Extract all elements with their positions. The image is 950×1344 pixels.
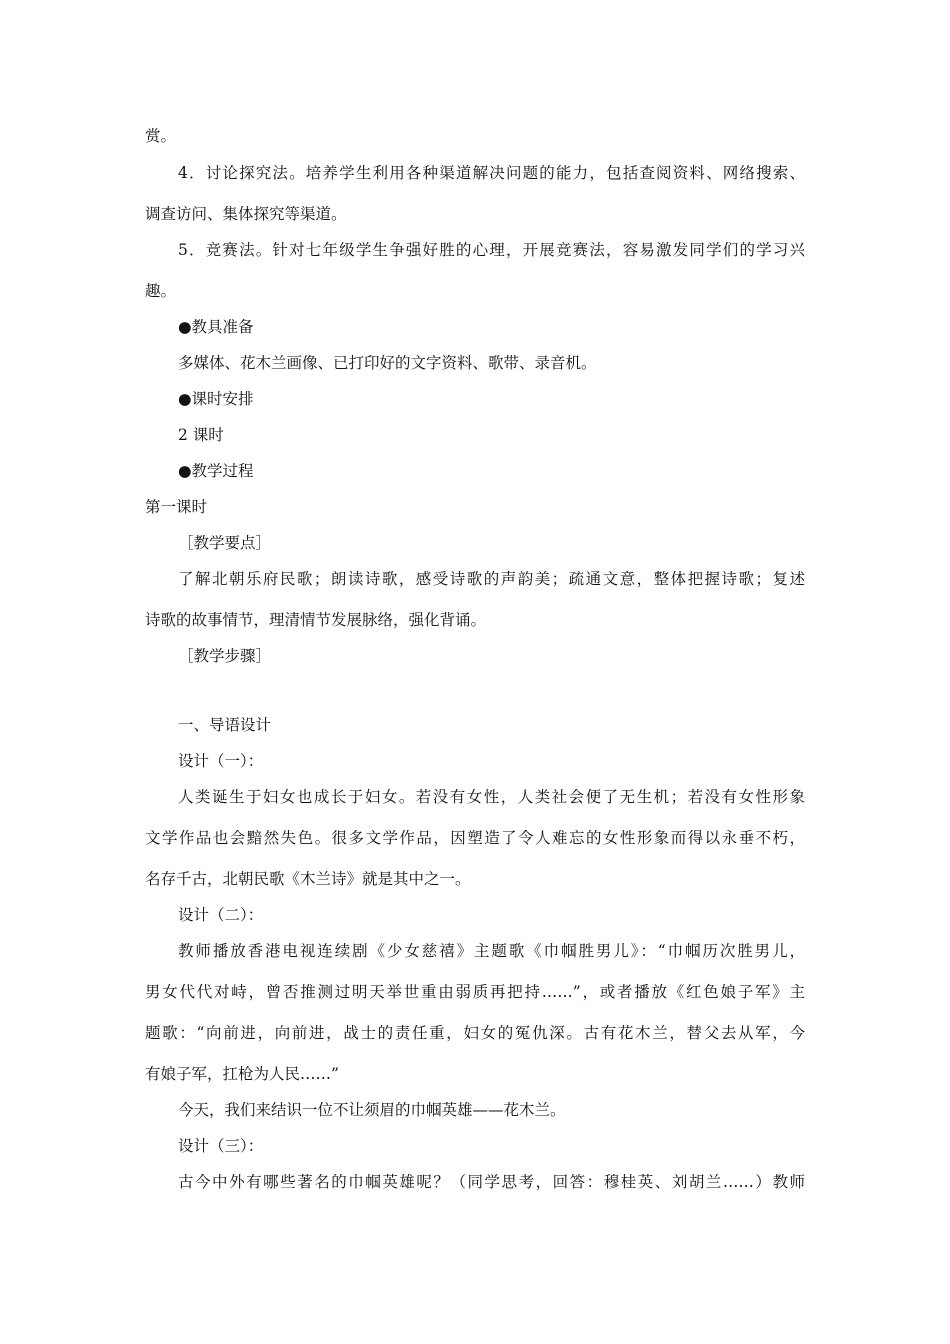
subsection-heading: ［教学步骤］ bbox=[178, 647, 272, 665]
text-line: 古今中外有哪些著名的巾帼英雄呢？（同学思考，回答：穆桂英、刘胡兰……）教师 bbox=[178, 1173, 805, 1191]
section-heading: ●课时安排 bbox=[178, 390, 254, 408]
section-heading: ●教学过程 bbox=[178, 462, 254, 480]
text-line: 有娘子军，扛枪为人民……” bbox=[145, 1065, 339, 1083]
subsection-heading: ［教学要点］ bbox=[178, 534, 272, 552]
text-line: 趣。 bbox=[145, 282, 177, 300]
text-line: 设计（二）： bbox=[178, 906, 264, 924]
text-line: 教师播放香港电视连续剧《少女慈禧》主题歌《巾帼胜男儿》：“巾帼历次胜男儿， bbox=[178, 942, 805, 960]
text-line: 4．讨论探究法。培养学生利用各种渠道解决问题的能力，包括查阅资料、网络搜索、 bbox=[178, 164, 805, 182]
lesson-heading: 第一课时 bbox=[145, 498, 208, 516]
text-line: 诗歌的故事情节，理清情节发展脉络，强化背诵。 bbox=[145, 611, 487, 629]
text-line: 调查访问、集体探究等渠道。 bbox=[145, 205, 347, 223]
text-line: 今天，我们来结识一位不让须眉的巾帼英雄——花木兰。 bbox=[178, 1101, 566, 1119]
text-line: 一、导语设计 bbox=[178, 716, 272, 734]
text-line: 2 课时 bbox=[178, 426, 224, 444]
text-line: 名存千古，北朝民歌《木兰诗》就是其中之一。 bbox=[145, 870, 471, 888]
section-heading: ●教具准备 bbox=[178, 318, 254, 336]
text-line: 赏。 bbox=[145, 127, 177, 145]
text-line: 男女代代对峙，曾否推测过明天举世重由弱质再把持……”，或者播放《红色娘子军》主 bbox=[145, 983, 805, 1001]
text-line: 文学作品也会黯然失色。很多文学作品，因塑造了令人难忘的女性形象而得以永垂不朽， bbox=[145, 829, 805, 847]
text-line: 设计（一）： bbox=[178, 752, 264, 770]
text-line: 设计（三）： bbox=[178, 1137, 264, 1155]
text-line: 了解北朝乐府民歌；朗读诗歌，感受诗歌的声韵美；疏通文意，整体把握诗歌；复述 bbox=[178, 570, 805, 588]
text-line: 5．竞赛法。针对七年级学生争强好胜的心理，开展竞赛法，容易激发同学们的学习兴 bbox=[178, 241, 805, 259]
text-line: 多媒体、花木兰画像、已打印好的文字资料、歌带、录音机。 bbox=[178, 354, 597, 372]
text-line: 人类诞生于妇女也成长于妇女。若没有女性，人类社会便了无生机；若没有女性形象 bbox=[178, 788, 805, 806]
text-line: 题歌：“向前进，向前进，战士的责任重，妇女的冤仇深。古有花木兰，替父去从军，今 bbox=[145, 1024, 805, 1042]
